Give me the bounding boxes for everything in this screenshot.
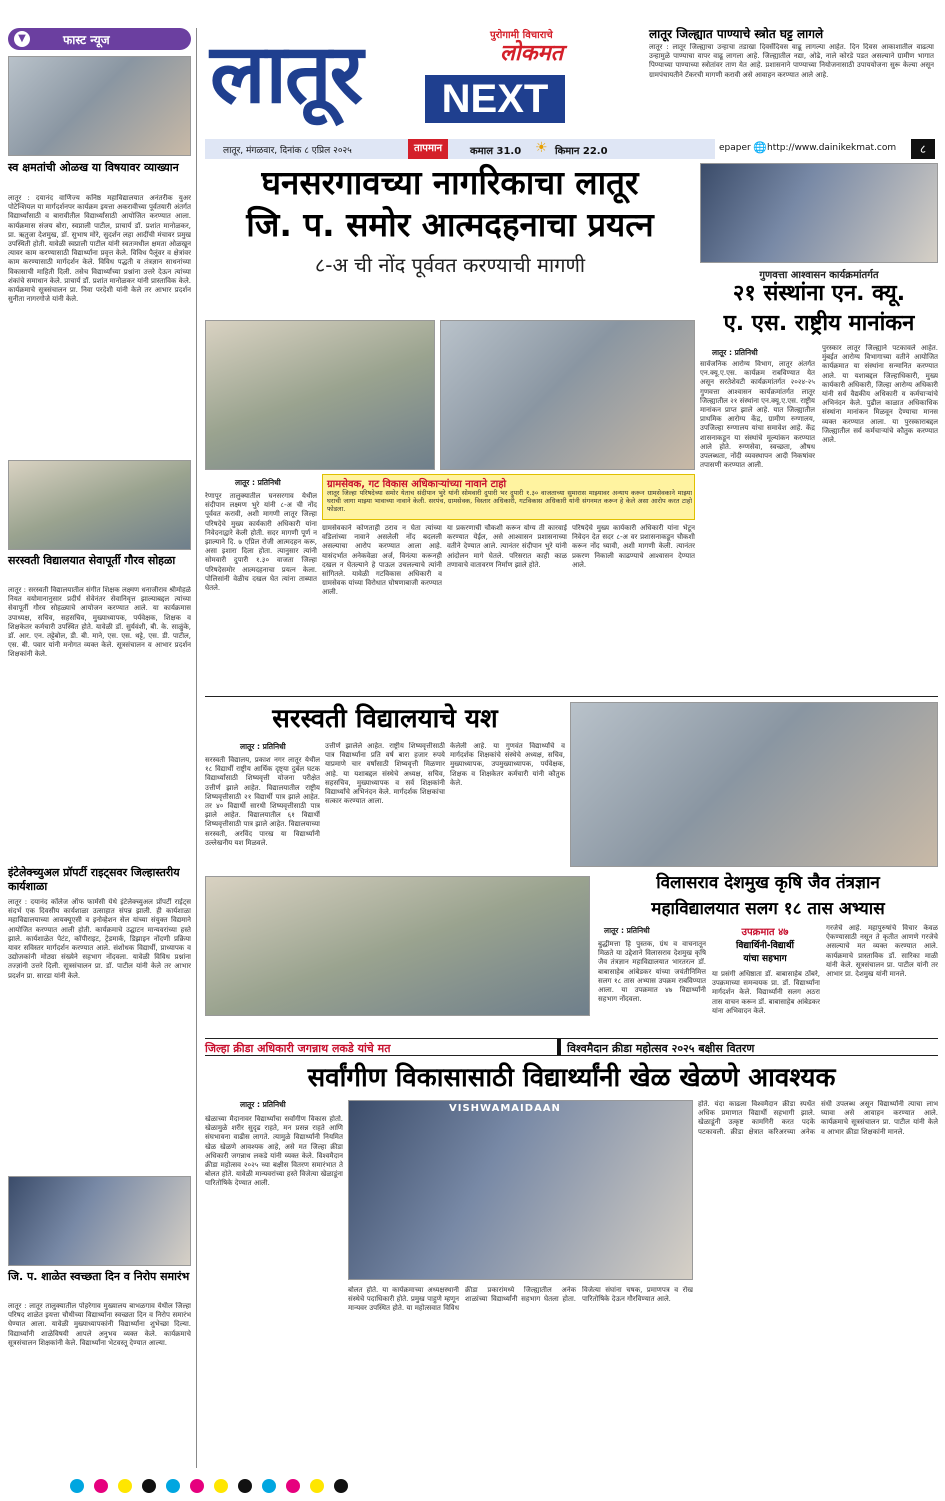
krishi-body-1: बुद्धीमत्ता हि पुस्तक, ग्रंथ व वाचनातून मिळते या उद्देशाने विलासराव देशमुख कृषि जैव तंत्रज्ञान महाविद्यालयात भारतरत्न डॉ. बाबासाहेब आंबेडकर यांच्या जयंतीनिमित्त सलग १८ तास अभ्यास उपक्रम राबविण्यात आला. या उपक्रमात ४७ विद्यार्थ्यांनी सहभाग नोंदवला. [598,940,706,1004]
lead-callout-body: लातूर जिल्हा परिषदेच्या समोर येताच संदीपान भुरे यांनी सोमवारी दुपारी भर दुपारी १.३० वाजताच्या सुमारास माझ्यावर अन्याय करून ग्रामसेवकाने माझ्या घराची जागा माझ्या भावाच्या नावाने केली. सरपंच, ग्रामसेवक, विस्तार अधिकारी, गटविकास अधिकारी यांनी संगनमत करून हे केले असा आरोप करत टाहो फोडला. [327,489,692,513]
regmark [262,1479,276,1493]
sidebar-item-3-title: इंटेलेक्च्युअल प्रॉपर्टी राइट्सवर जिल्हास्तरीय कार्यशाळा [8,866,180,893]
regmark [310,1479,324,1493]
regmark [214,1479,228,1493]
saraswati-body-1: सरस्वती विद्यालय, प्रकाश नगर लातूर येथील १८ विद्यार्थी राष्ट्रीय आर्थिक दृष्ट्या दुर्बल घटक विद्यार्थ्यांसाठी शिष्यवृत्ती योजना परीक्षेत उत्तीर्ण झाले आहेत. विद्यालयातील राष्ट्रीय शिष्यवृत्तीसाठी २१ विद्यार्थी पात्र झाले आहेत. तर ४० विद्यार्थी सारथी शिष्यवृत्तीसाठी पात्र झाले आहेत. विद्यालयातील ६१ विद्यार्थी शिष्यवृत्तीसाठी पात्र झाले आहेत. विद्यालयाच्या सरस्वती, अरविंद पारख या विद्यार्थ्यांनी उल्लेखनीय यश मिळवले. [205,756,320,847]
sports-body-1: खेळाच्या मैदानावर विद्यार्थ्यांचा सर्वांगीण विकास होतो. खेळामुळे शरीर सुदृढ राहते, मन प्रसन्न राहते आणि संघभावना वाढीस लागते. त्यामुळे विद्यार्थ्यांनी नियमित खेळ खेळणे आवश्यक आहे, असे मत जिल्हा क्रीडा अधिकारी जगन्नाथ लकडे यांनी व्यक्त केले. विश्वमैदान क्रीडा महोत्सव २०२५ च्या बक्षीस वितरण समारंभात ते बोलत होते. यावेळी मान्यवरांच्या हस्ते विजेत्या खेळाडूंना पारितोषिके देण्यात आली. [205,1115,343,1188]
epaper-label: epaper [719,143,751,153]
regmark [94,1479,108,1493]
krishi-box-line1: उपक्रमात ४७ [741,927,789,938]
sports-byline: लातूर : प्रतिनिधी [240,1100,286,1109]
lead-body-4: परिषदेचे मुख्य कार्यकारी अधिकारी यांना भेटून निवेदन देत सदर ८-अ वर प्रशासनाकडून चौकशी करून नोंद घ्यावी, अशी मागणी केली. त्यानंतर प्रकरण निकाली काढण्याचे आश्वासन देण्यात आले. [572,524,695,569]
dateline: लातूर, मंगळवार, दिनांक ८ एप्रिल २०२५ [223,146,352,156]
nqas-photo [700,163,938,263]
saraswati-byline: लातूर : प्रतिनिधी [240,742,286,751]
sports-band-right: विश्वमैदान क्रीडा महोत्सव २०२५ बक्षीस वितरण [567,1042,755,1055]
masthead-next: NEXT [425,75,565,123]
sidebar-item-3-body: लातूर : दयानंद कॉलेज ऑफ फार्मसी येथे इंटेलेक्च्युअल प्रॉपर्टी राईट्स संदर्भ एक दिवसीय कार्यशाळा उत्साहात संपन्न झाली. ही कार्यशाळा महाविद्यालयाच्या आयक्यूएसी व इनोव्हेशन सेल यांच्या संयुक्त विद्यमाने आयोजित करण्यात आली होती. कार्यक्रमाचे उद्घाटन मान्यवरांच्या हस्ते झाले. कार्यशाळेत पेटंट, कॉपीराइट, ट्रेडमार्क, डिझाइन नोंदणी प्रक्रिया यावर सविस्तर मार्गदर्शन करण्यात आले. संशोधक विद्यार्थी, प्राध्यापक व उद्योजकांनी मोठ्या संख्येने सहभाग नोंदवला. यावेळी विविध प्रश्नांना तज्ज्ञांनी उत्तरे दिली. सूत्रसंचालन प्रा. डॉ. पाटील यांनी केले तर आभार प्रदर्शन प्रा. सारडा यांनी केले. [8,898,191,980]
lead-subhead: ८-अ ची नोंद पूर्ववत करण्याची मागणी [314,253,586,277]
lead-callout-title: ग्रामसेवक, गट विकास अधिकाऱ्यांच्या नावाने टाहो [327,479,507,490]
masthead-tagline: पुरोगामी विचाराचे [490,30,553,41]
krishi-headline-1: विलासराव देशमुख कृषि जैव तंत्रज्ञान [656,873,880,893]
sidebar-item-1-title: स्व क्षमतांची ओळख या विषयावर व्याख्यान [8,161,179,174]
regmark [190,1479,204,1493]
nqas-kicker: गुणवत्ता आश्वासन कार्यक्रमांतर्गत [759,270,879,281]
sidebar-photo-3 [8,1176,191,1266]
sidebar-item-2-body: लातूर : सरस्वती विद्यालयातील संगीत शिक्षक लक्ष्मण धनाजीराव श्रीमोहळे नियत वयोमानानुसार प्रदीर्घ सेवेनंतर सेवानिवृत्त झाल्याबद्दल त्यांच्या सेवापूर्ती गौरव सोहळ्याचे आयोजन करण्यात आले. या कार्यक्रमास उपाध्यक्ष, सचिव, सहसचिव, मुख्याध्यापक, पर्यवेक्षक, शिक्षक व शिक्षकेतर कर्मचारी उपस्थित होते. यावेळी डॉ. सुर्यवंशी, बी. के. साळुंके, डॉ. आर. एन. तट्टेबोल, डी. बी. माने, एस. एस. थट्टे, एस. डी. पाटील, एस. बी. पवार यांनी मनोगत व्यक्त केले. सूत्रसंचालन व आभार प्रदर्शन शिक्षकांनी केले. [8,586,191,659]
masthead [200,25,640,145]
saraswati-body-2: उत्तीर्ण झालेले आहेत. राष्ट्रीय शिष्यवृत्तीसाठी पात्र विद्यार्थ्यांना प्रति वर्ष बारा हजार रुपये याप्रमाणे चार वर्षांसाठी शिष्यवृत्ती मिळणार आहे. या यशाबद्दल संस्थेचे अध्यक्ष, सचिव, सहसचिव, मुख्याध्यापक व सर्व शिक्षकांनी विद्यार्थ्यांचे अभिनंदन केले. मार्गदर्शक शिक्षकांचा सत्कार करण्यात आला. [325,742,445,806]
lead-byline: लातूर : प्रतिनिधी [235,478,281,487]
nqas-byline: लातूर : प्रतिनिधी [712,348,758,357]
saraswati-photo-students [205,876,590,1016]
regmark [118,1479,132,1493]
sidebar-header [8,28,191,50]
lead-headline-2: जि. प. समोर आत्मदहनाचा प्रयत्न [246,205,654,244]
top-brief-title: लातूर जिल्ह्यात पाण्याचे स्त्रोत घट्ट लागले [649,27,824,41]
date-bar [205,139,715,159]
lead-callout [322,474,695,520]
saraswati-photo-classroom [570,702,938,867]
lead-body-3: या प्रकरणाची चौकशी करून योग्य ती कारवाई करण्यात येईल, असे आश्वासन प्रशासनाच्या वतीने देण्यात आले. त्यानंतर संदीपान भुरे यांनी आंदोलन मागे घेतले. परिसरात काही काळ तणावाचे वातावरण निर्माण झाले होते. [447,524,567,569]
sun-icon: ☀ [535,140,548,156]
sidebar-header-label: फास्ट न्यूज [63,33,110,47]
regmark [166,1479,180,1493]
sidebar-photo-1 [8,56,191,156]
masthead-brand: लोकमत [500,41,564,66]
sidebar-item-2-title: सरस्वती विद्यालयात सेवापूर्ती गौरव सोहळा [8,554,176,567]
masthead-title: लातूर [210,27,362,122]
regmark [334,1479,348,1493]
sidebar-item-1-body: लातूर : दयानंद वाणिज्य कनिष्ठ महाविद्यालयात अनंतरीक युअर पोटेन्शियल या मार्गदर्शनपर कार्यक्रम इयत्ता अकरावीच्या पूर्वतयारी अंतर्गत विद्यार्थ्यांसाठी व बारावीतील विद्यार्थ्यांसाठी आयोजित करण्यात आला. कार्यक्रमास संजय बोरा, स्वप्नाली पाटील, प्राचार्य डॉ. प्रशांत मानोळकर, प्रा. ऋतुजा देशमुख, डॉ. सुभाष मोरे, सुदर्शन लहा आदींची मंचावर प्रमुख उपस्थिती होती. यावेळी स्वप्नाली पाटील यांनी स्वतःमधील क्षमता ओळखून त्यावर काम करण्यासाठी विद्यार्थ्यांना प्रवृत्त केले. विविध पैलूंवर व क्षेत्रांवर काम करण्यासाठी मार्गदर्शन केले. विविध पद्धती व तंत्रज्ञान साधनांच्या विकासाची माहिती दिली. तसेच विद्यार्थ्यांच्या प्रश्नांना उत्तरे देऊन त्यांच्या शंकांचे समाधान केले. प्राचार्य डॉ. प्रशांत मानोळकर यांनी प्रास्ताविक केले. कार्यक्रमाचे सूत्रसंचालन प्रा. निवा परदेशी यांनी केले तर आभार प्रदर्शन सुनीता नागरगोजे यांनी केले. [8,194,191,304]
sports-body-3: होते. यंदा काढला विश्वमैदान क्रीडा स्पर्धेत अधिक प्रमाणात विद्यार्थी सहभागी झाले. खेळाडूंनी उत्कृष्ट कामगिरी करत पदके पटकावली. क्रीडा क्षेत्रात करिअरच्या अनेक संधी उपलब्ध असून विद्यार्थ्यांनी त्याचा लाभ घ्यावा असे आवाहन करण्यात आले. कार्यक्रमाचे सूत्रसंचालन प्रा. पाटील यांनी केले व आभार क्रीडा शिक्षकांनी मानले. [698,1100,938,1136]
nqas-headline-1: २१ संस्थांना एन. क्यू. [732,281,906,306]
epaper-bar [715,139,938,159]
lead-body-1: रेणापूर तालुक्यातील घनसरगाव येथील संदीपान लक्ष्मण भुरे यांनी ८-अ ची नोंद पूर्ववत करावी, अशी मागणी लातूर जिल्हा परिषदेचे मुख्य कार्यकारी अधिकारी यांना निवेदनाद्वारे केली होती. सदर मागणी पूर्ण न झाल्याने दि. ७ एप्रिल रोजी आत्मदहन करू, असा इशारा दिला होता. त्यानुसार त्यांनी सोमवारी दुपारी १.३० वाजता जिल्हा परिषदेसमोर आत्मदहनाचा प्रयत्न केला. पोलिसांनी वेळीच दखल घेत त्यांना ताब्यात घेतले. [205,492,317,593]
krishi-box [708,924,822,968]
registration-marks [70,1478,890,1494]
nqas-headline-2: ए. एस. राष्ट्रीय मानांकन [723,311,915,336]
temperature-max: कमाल 31.0 [470,146,522,157]
sidebar-item-4-body: लातूर : लातूर तालुक्यातील पोहरेगाव मुख्यालय बाभळगाव येथील जिल्हा परिषद शाळेत इयत्ता चौथीच्या विद्यार्थ्यांना स्वच्छता दिन व निरोप समारंभ घेण्यात आला. यावेळी मुख्याध्यापकांनी विद्यार्थ्यांना शुभेच्छा दिल्या. विद्यार्थ्यांनी शाळेविषयी आपले अनुभव व्यक्त केले. कार्यक्रमाचे सूत्रसंचालन शिक्षकांनी केले. विद्यार्थ्यांना भेटवस्तू देण्यात आल्या. [8,1302,191,1347]
lead-photo-2 [440,320,695,470]
weather-label: तापमान [408,139,448,159]
krishi-box-line2: विद्यार्थिनी-विद्यार्थी [736,941,794,951]
nqas-body-1: सार्वजनिक आरोग्य विभाग, लातूर अंतर्गत एन.क्यू.ए.एस. कार्यक्रम राबविण्यात येत असून सरतेशेवटी कार्यक्रमांतर्गत २०२४-२५ गुणवत्ता आश्वासन कार्यक्रमांतर्गत लातूर जिल्ह्यातील २१ संस्थांना एन.क्यू.ए.एस. राष्ट्रीय मानांकन प्राप्त झाले आहे. यात जिल्ह्यातील प्राथमिक आरोग्य केंद्र, ग्रामीण रुग्णालय, उपजिल्हा रुग्णालय यांचा समावेश आहे. केंद्र शासनाकडून या संस्थांचे मूल्यांकन करण्यात आले होते. रुग्णसेवा, स्वच्छता, औषध उपलब्धता, नोंदी व्यवस्थापन आदी निकषांवर तपासणी करण्यात आली. [700,360,815,470]
lead-body-2: ग्रामसेवकाने कोणताही ठराव न घेता त्यांच्या वडिलांच्या नावाने असलेली नोंद बदलली असल्याचा आरोप करण्यात आला आहे. यासंदर्भात अनेकवेळा अर्ज, विनंत्या करूनही दखल न घेतल्याने हे पाऊल उचलल्याचे त्यांनी सांगितले. यावेळी गटविकास अधिकारी व ग्रामसेवक यांच्या विरोधात घोषणाबाजी करण्यात आली. [322,524,442,597]
saraswati-body-3: केलेली आहे. या गुणवंत विद्यार्थ्यांचे व मार्गदर्शक शिक्षकांचे संस्थेचे अध्यक्ष, सचिव, मुख्याध्यापक, उपमुख्याध्यापक, पर्यवेक्षक, शिक्षक व शिक्षकेतर कर्मचारी यांनी कौतुक केले. [450,742,565,787]
sports-body-2: बोलत होते. या कार्यक्रमाच्या अध्यक्षस्थानी संस्थेचे पदाधिकारी होते. प्रमुख पाहुणे म्हणून मान्यवर उपस्थित होते. या महोत्सवात विविध क्रीडा प्रकारांमध्ये जिल्ह्यातील अनेक शाळांच्या विद्यार्थ्यांनी सहभाग घेतला होता. विजेत्या संघांना चषक, प्रमाणपत्र व रोख पारितोषिके देऊन गौरविण्यात आले. [348,1286,693,1313]
krishi-headline-2: महाविद्यालयात सलग १८ तास अभ्यास [651,899,885,919]
nqas-body-2: पुरस्कार लातूर जिल्ह्याने पटकावले आहेत. मुंबईत आरोग्य विभागाच्या वतीने आयोजित कार्यक्रमात या संस्थांना सन्मानित करण्यात आले. या यशाबद्दल जिल्हाधिकारी, मुख्य कार्यकारी अधिकारी, जिल्हा आरोग्य अधिकारी यांनी सर्व वैद्यकीय अधिकारी व कर्मचाऱ्यांचे अभिनंदन केले. पुढील काळात अधिकाधिक संस्थांना मानांकन मिळवून देण्याचा मानस व्यक्त करण्यात आला. या पुरस्काराबद्दल जिल्ह्यातील सर्व कर्मचाऱ्यांचे कौतुक करण्यात आले. [822,344,938,445]
chevron-down-icon: ▼ [14,31,30,47]
krishi-body-3: गरजेचे आहे. महापुरुषांचे विचार केवळ ऐकण्यासाठी नसून ते कृतीत आणणे गरजेचे असल्याचे मत व्यक्त करण्यात आले. कार्यक्रमाचे प्रास्ताविक डॉ. सारिका माळी यांनी केले. सूत्रसंचालन प्रा. पाटील यांनी तर आभार प्रा. देशमुख यांनी मानले. [826,924,938,979]
sports-photo-banner: VISHWAMAIDAAN [449,1103,561,1114]
krishi-byline: लातूर : प्रतिनिधी [604,926,650,935]
krishi-box-line3: यांचा सहभाग [743,954,787,964]
sidebar-item-4-title: जि. प. शाळेत स्वच्छता दिन व निरोप समारंभ [8,1270,190,1283]
sports-band-sep [557,1039,561,1055]
top-brief-body: लातूर : लातूर जिल्ह्याचा उन्हाचा तडाखा दिवसेंदिवस वाढू लागल्या आहेत. दिन दिवस आकाशातील वाढत्या उन्हामुळे पाण्याचा वापर वाढू लागला आहे. जिल्ह्यातील नद्या, ओढे, नाले कोरडे पडत असल्याने ग्रामीण भागात पिण्याच्या पाण्याच्या स्त्रोतांवर ताण येत आहे. प्रशासनाने पाण्याच्या नियोजनासाठी उपाययोजना सुरू केल्या असून ग्रामपंचायतीने टँकरची मागणी करावी असे आवाहन करण्यात आले आहे. [649,43,934,79]
saraswati-headline: सरस्वती विद्यालयाचे यश [272,704,498,734]
krishi-body-2: या प्रसंगी अधिष्ठाता डॉ. बाबासाहेब ठोंबरे, उपक्रमाच्या समन्वयक प्रा. डॉ. विद्यार्थ्यांना मार्गदर्शन केले. विद्यार्थ्यांनी सलग अठरा तास वाचन करून डॉ. बाबासाहेब आंबेडकर यांना अभिवादन केले. [712,970,820,1015]
page-number: ८ [911,139,935,159]
temperature-min: किमान 22.0 [555,146,608,157]
sports-band [205,1038,938,1056]
divider-1 [205,696,938,697]
top-brief [645,25,938,135]
sports-photo [348,1100,693,1280]
website-link[interactable]: http://www.dainikekmat.com [767,143,897,153]
sidebar-photo-2 [8,460,191,550]
regmark [70,1479,84,1493]
globe-icon: 🌐 [753,141,767,154]
regmark [286,1479,300,1493]
sports-headline: सर्वांगीण विकासासाठी विद्यार्थ्यांनी खेळ खेळणे आवश्यक [307,1063,836,1093]
sports-band-left: जिल्हा क्रीडा अधिकारी जगन्नाथ लकडे यांचे मत [205,1042,391,1055]
sidebar [0,28,197,1468]
regmark [142,1479,156,1493]
lead-headline-1: घनसरगावच्या नागरिकाचा लातूर [261,163,639,202]
regmark [238,1479,252,1493]
lead-photo-1 [205,320,435,470]
